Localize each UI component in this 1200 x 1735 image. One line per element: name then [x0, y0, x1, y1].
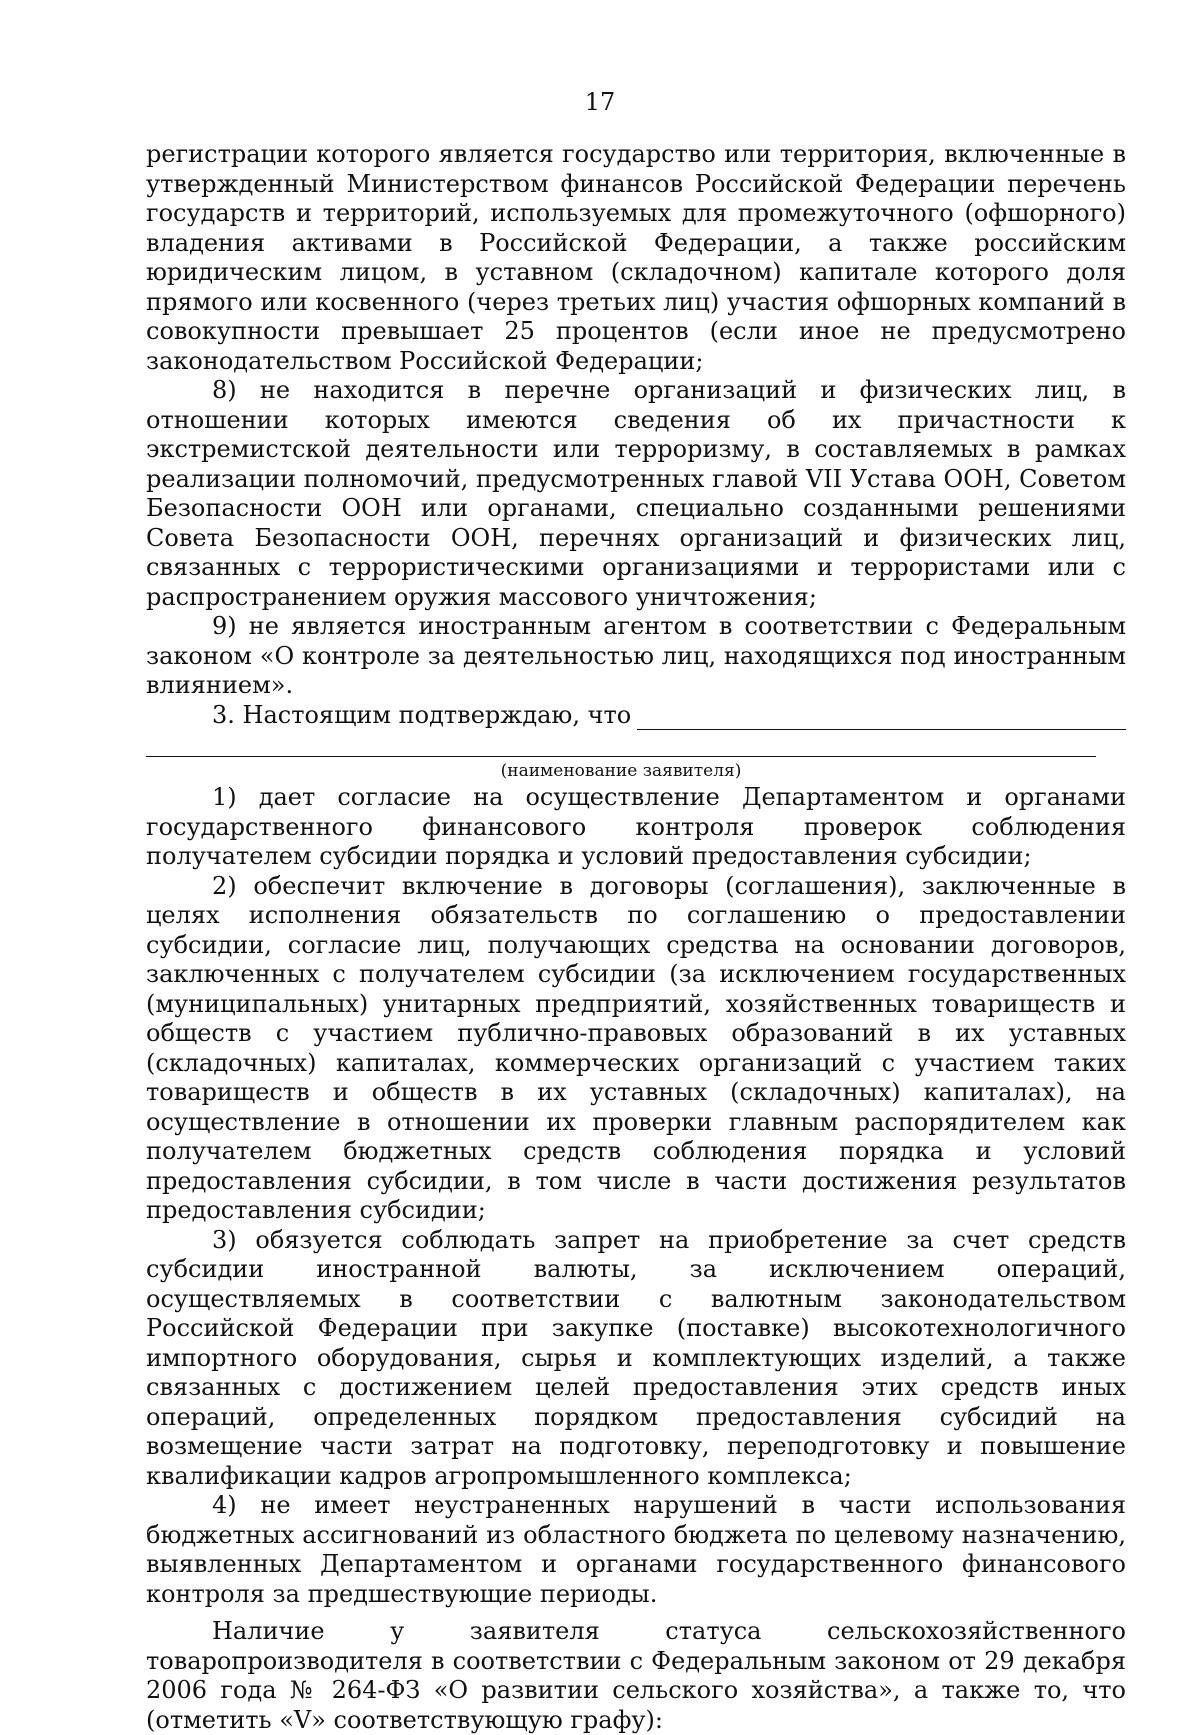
page-number: 17	[584, 88, 616, 116]
paragraph-item-9: 9) не является иностранным агентом в соответствии с Федеральным законом «О контроле за деятельностью лиц, находящихся под иностранным влиянием».	[146, 612, 1126, 699]
confirmation-label: 3. Настоящим подтверждаю, что	[212, 700, 632, 729]
paragraph-consent-item-1: 1) дает согласие на осуществление Департаментом и органами государственного финансового контроля проверок соблюдения получателем субсидии порядка и условий предоставления субсидии;	[146, 783, 1126, 870]
applicant-name-blank-line-2	[146, 744, 1096, 757]
paragraph-item-8: 8) не находится в перечне организаций и физических лиц, в отношении которых имеются сведения об их причастности к экстремистской деятельности или терроризму, в составляемых в рамках реализации полномочий, предусмотренных главой VII Устава ООН, Советом Безопасности ООН или органами, специально созданными решениями Совета Безопасности ООН, перечнях организаций и физических лиц, связанных с террористическими организациями и террористами или с распространением оружия массового уничтожения;	[146, 376, 1126, 611]
applicant-name-caption: (наименование заявителя)	[500, 761, 742, 781]
applicant-name-blank-line	[637, 707, 1126, 730]
document-body	[146, 140, 1126, 1735]
paragraph-consent-item-2: 2) обеспечит включение в договоры (соглашения), заключенные в целях исполнения обязательств по соглашению о предоставлении субсидии, согласие лиц, получающих средства на основании договоров, заключенных с получателем субсидии (за исключением государственных (муниципальных) унитарных предприятий, хозяйственных товариществ и обществ с участием публично-правовых образований в их уставных (складочных) капиталах, коммерческих организаций с участием таких товариществ и обществ в их уставных (складочных) капиталах), на осуществление в отношении их проверки главным распорядителем как получателем бюджетных средств соблюдения порядка и условий предоставления субсидии, в том числе в части достижения результатов предоставления субсидии;	[146, 871, 1126, 1224]
paragraph-consent-item-4: 4) не имеет неустраненных нарушений в части использования бюджетных ассигнований из областного бюджета по целевому назначению, выявленных Департаментом и органами государственного финансового контроля за предшествующие периоды.	[146, 1491, 1126, 1608]
confirmation-row	[146, 701, 1126, 731]
paragraph-offshore-continuation: регистрации которого является государство или территория, включенные в утвержденный Министерством финансов Российской Федерации перечень государств и территорий, используемых для промежуточного (офшорного) владения активами в Российской Федерации, а также российским юридическим лицом, в уставном (складочном) капитале которого доля прямого или косвенного (через третьих лиц) участия офшорных компаний в совокупности превышает 25 процентов (если иное не предусмотрено законодательством Российской Федерации;	[146, 140, 1126, 375]
paragraph-consent-item-3: 3) обязуется соблюдать запрет на приобретение за счет средств субсидии иностранной валюты, за исключением операций, осуществляемых в соответствии с валютным законодательством Российской Федерации при закупке (поставке) высокотехнологичного импортного оборудования, сырья и комплектующих изделий, а также связанных с достижением целей предоставления этих средств иных операций, определенных порядком предоставления субсидий на возмещение части затрат на подготовку, переподготовку и повышение квалификации кадров агропромышленного комплекса;	[146, 1225, 1126, 1490]
paragraph-producer-status: Наличие у заявителя статуса сельскохозяйственного товаропроизводителя в соответствии с Федеральным законом от 29 декабря 2006 года № 264-ФЗ «О развитии сельского хозяйства», а также то, что (отметить «V» соответствующую графу):	[146, 1617, 1126, 1734]
